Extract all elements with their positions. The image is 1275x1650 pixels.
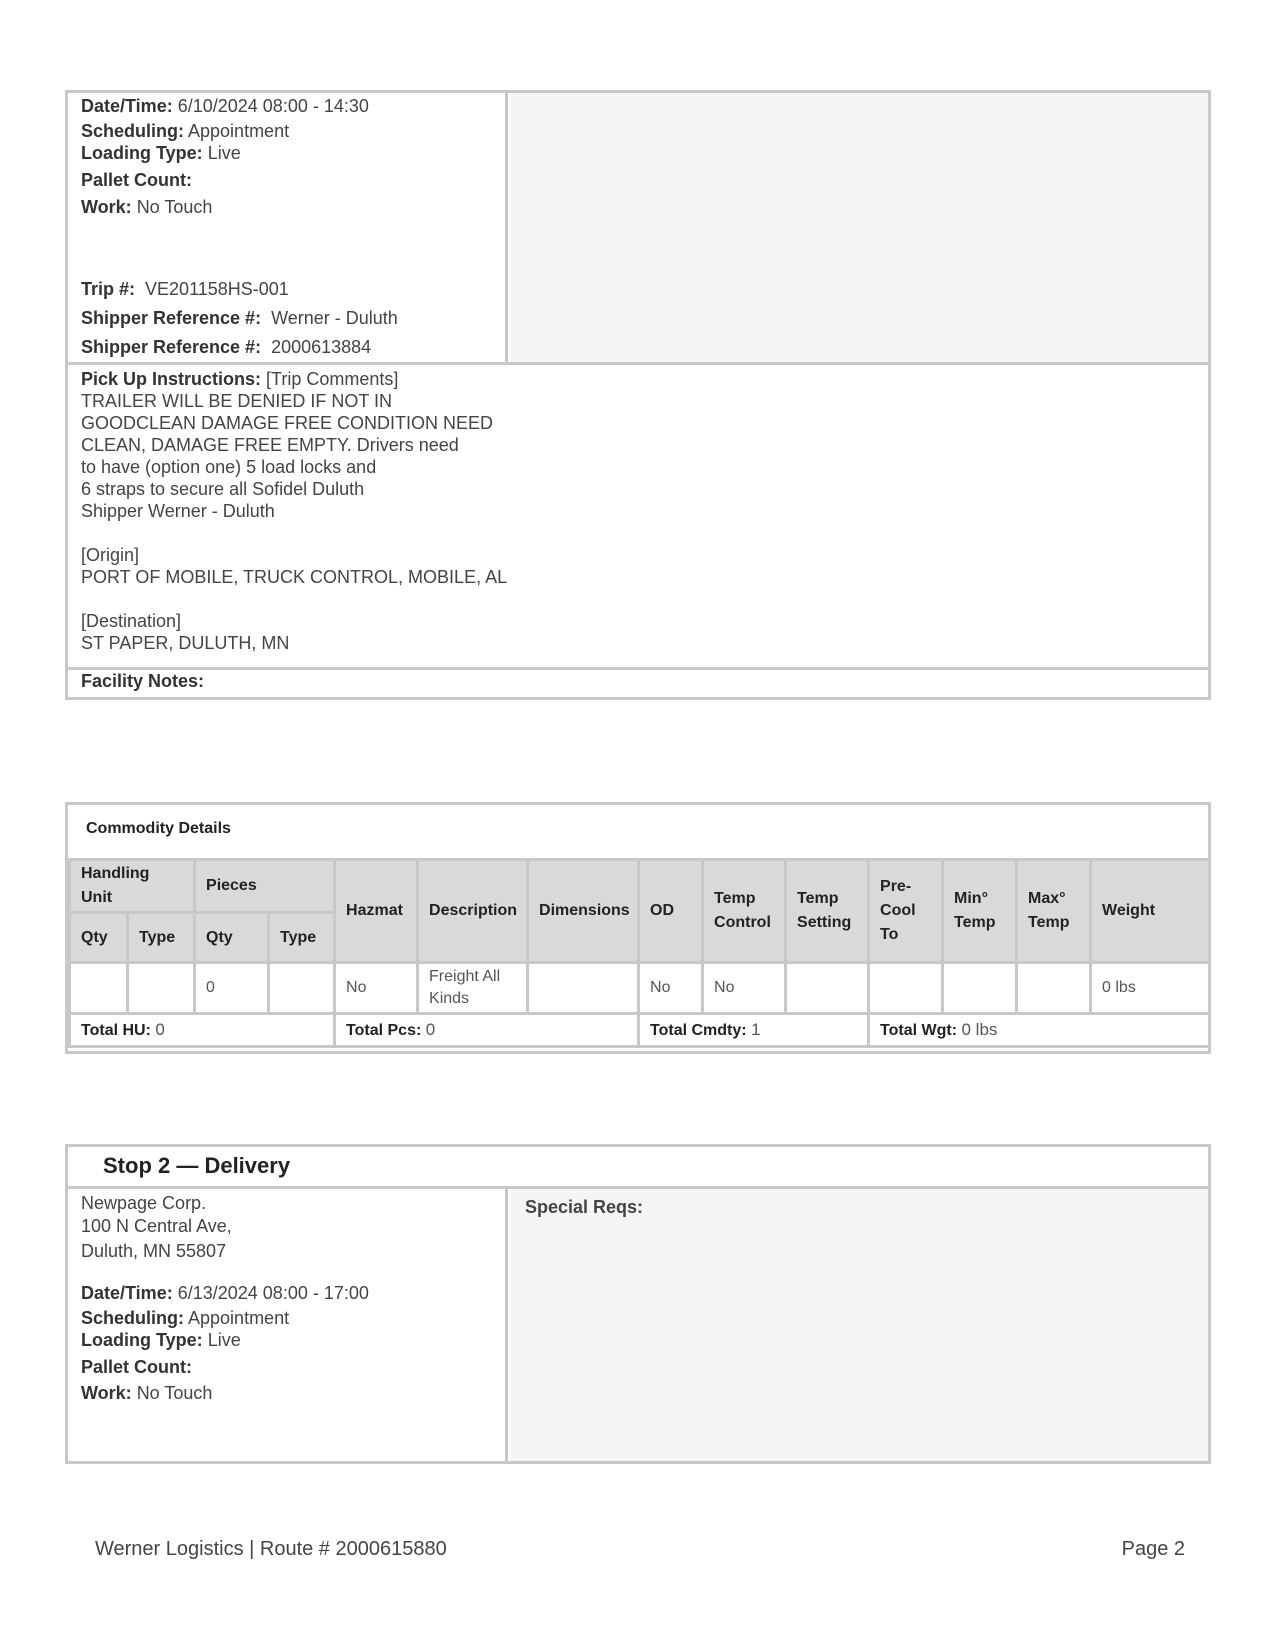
stop2-details [68, 1189, 508, 1461]
stop2-special-reqs-panel [511, 1189, 1208, 1461]
stop1-loading-type: Loading Type: Live [81, 143, 241, 163]
stop2-company: Newpage Corp. [81, 1193, 207, 1213]
pickup-instructions-panel [65, 362, 1211, 700]
header-temp-setting: Temp Setting [786, 860, 869, 963]
stop1-trip-number: Trip #: VE201158HS-001 [81, 279, 289, 299]
stop2-pallet-count: Pallet Count: [81, 1357, 192, 1377]
header-pre-cool: Pre-Cool To [869, 860, 943, 963]
header-description: Description [418, 860, 528, 963]
cell-dimensions [528, 963, 639, 1014]
stop1-scheduling: Scheduling: Appointment [81, 121, 290, 141]
stop2-panel [65, 1144, 1211, 1464]
stop1-side-panel [511, 93, 1208, 362]
stop1-shipper-ref-1: Shipper Reference #: Werner - Duluth [81, 308, 398, 328]
header-hazmat: Hazmat [335, 860, 418, 963]
cell-hu-type [128, 963, 195, 1014]
cell-pcs-type [269, 963, 335, 1014]
header-min-temp: Min° Temp [943, 860, 1017, 963]
cell-temp-control: No [703, 963, 786, 1014]
cell-min-temp [943, 963, 1017, 1014]
cell-pre-cool [869, 963, 943, 1014]
header-handling-unit: Handling Unit [70, 860, 195, 913]
stop2-datetime: Date/Time: 6/13/2024 08:00 - 17:00 [81, 1283, 369, 1303]
special-reqs-label: Special Reqs: [525, 1197, 644, 1217]
header-max-temp: Max° Temp [1017, 860, 1091, 963]
header-temp-control: Temp Control [703, 860, 786, 963]
header-dimensions: Dimensions [528, 860, 639, 963]
totals-row [70, 1014, 1210, 1047]
stop2-heading: Stop 2 — Delivery [103, 1153, 291, 1178]
commodity-title-bar [68, 805, 1208, 861]
footer-route-info: Werner Logistics | Route # 2000615880 [95, 1538, 447, 1560]
stop1-info-panel [65, 90, 1211, 365]
commodity-table [68, 858, 1211, 1048]
total-wgt: Total Wgt: 0 lbs [869, 1014, 1210, 1047]
cell-hazmat: No [335, 963, 418, 1014]
facility-notes-label: Facility Notes: [81, 671, 205, 691]
cell-weight: 0 lbs [1091, 963, 1210, 1014]
cell-hu-qty [70, 963, 128, 1014]
cell-temp-setting [786, 963, 869, 1014]
pickup-instructions-text: TRAILER WILL BE DENIED IF NOT IN GOODCLEAN DAMAGE FREE CONDITION NEED CLEAN, DAMAGE FREE EMPTY. Drivers need to have (option one) 5 load locks and 6 straps to secure all Sofidel Duluth Shipper Werner - Duluth [Origin] PORT OF MOBILE, TRUCK CONTROL, MOBILE, AL [Destination] ST PAPER, DULUTH, MN [81, 391, 508, 653]
header-weight: Weight [1091, 860, 1210, 963]
total-cmdty: Total Cmdty: 1 [639, 1014, 869, 1047]
stop1-details [68, 93, 508, 362]
stop2-loading-type: Loading Type: Live [81, 1330, 241, 1350]
commodity-title: Commodity Details [86, 820, 231, 837]
stop1-datetime: Date/Time: 6/10/2024 08:00 - 14:30 [81, 96, 369, 116]
header-hu-type: Type [128, 913, 195, 963]
stop1-pallet-count: Pallet Count: [81, 170, 192, 190]
header-pieces: Pieces [195, 860, 335, 913]
cell-max-temp [1017, 963, 1091, 1014]
footer-page-number: Page 2 [1121, 1538, 1185, 1560]
header-pcs-qty: Qty [195, 913, 269, 963]
header-od: OD [639, 860, 703, 963]
stop2-address-line2: Duluth, MN 55807 [81, 1241, 227, 1261]
stop2-scheduling: Scheduling: Appointment [81, 1308, 290, 1328]
cell-pcs-qty: 0 [195, 963, 269, 1014]
table-row [70, 963, 1210, 1014]
total-hu: Total HU: 0 [70, 1014, 335, 1047]
total-pcs: Total Pcs: 0 [335, 1014, 639, 1047]
pickup-instructions-heading: Pick Up Instructions: [Trip Comments] [81, 369, 399, 389]
header-hu-qty: Qty [70, 913, 128, 963]
stop2-address-line1: 100 N Central Ave, [81, 1216, 232, 1236]
facility-notes [68, 667, 1208, 697]
cell-od: No [639, 963, 703, 1014]
cell-description: Freight All Kinds [418, 963, 528, 1014]
stop2-header [68, 1147, 1208, 1189]
header-pcs-type: Type [269, 913, 335, 963]
stop1-work: Work: No Touch [81, 197, 213, 217]
stop2-work: Work: No Touch [81, 1383, 213, 1403]
stop1-shipper-ref-2: Shipper Reference #: 2000613884 [81, 337, 372, 357]
commodity-details-panel [65, 802, 1211, 1054]
